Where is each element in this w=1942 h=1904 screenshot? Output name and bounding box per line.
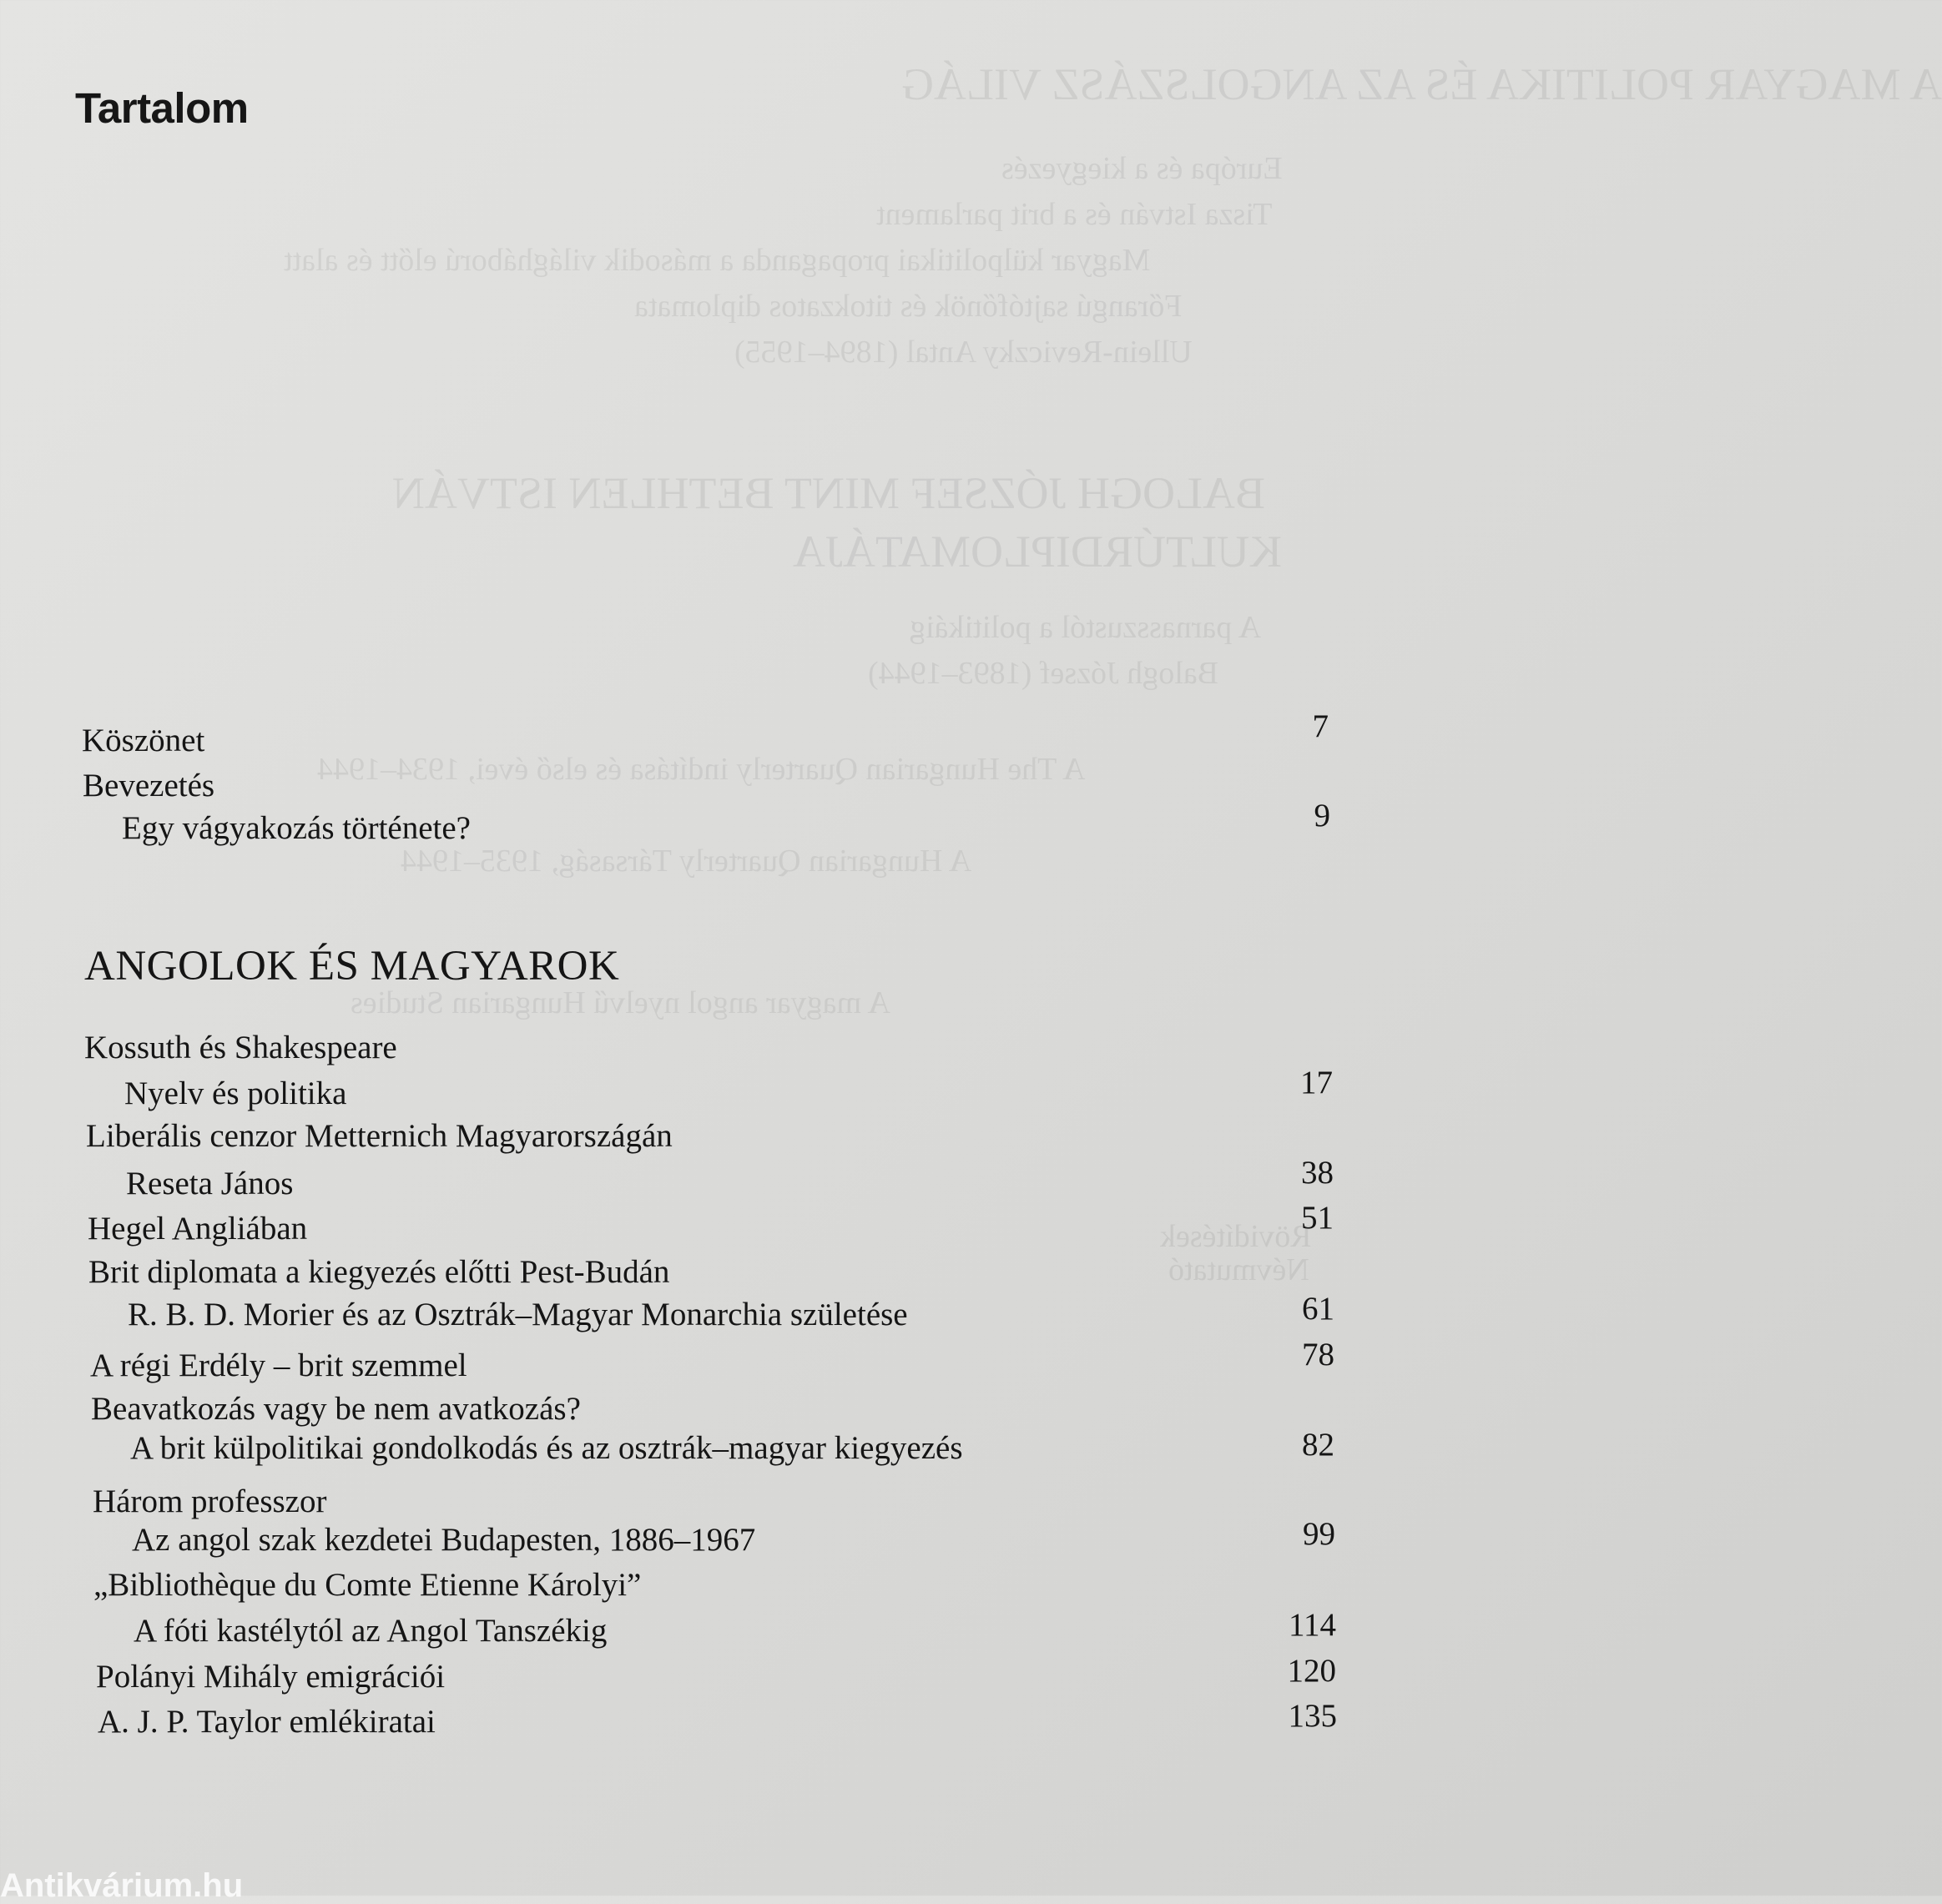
show-through-text: A parnasszustól a politikáig — [910, 610, 1262, 645]
show-through-text: Európa és a kiegyezés — [1001, 151, 1283, 186]
toc-entry-page: 38 — [1301, 1155, 1334, 1191]
show-through-text: A magyar angol nyelvű Hungarian Studies — [351, 985, 890, 1020]
toc-entry-title: Polányi Mihály emigrációi — [96, 1659, 446, 1695]
section-title: ANGOLOK ÉS MAGYAROK — [84, 943, 620, 990]
toc-entry-page: 17 — [1300, 1065, 1333, 1101]
toc-entry-page: 61 — [1302, 1291, 1334, 1327]
toc-entry-title: Beavatkozás vagy be nem avatkozás? — [91, 1391, 581, 1427]
toc-entry-page: 99 — [1303, 1516, 1335, 1552]
toc-entry-subtitle: R. B. D. Morier és az Osztrák–Magyar Monarchia születése — [128, 1297, 908, 1332]
show-through-text: Balogh József (1893–1944) — [868, 656, 1219, 691]
toc-entry-subtitle: Egy vágyakozás története? — [122, 810, 471, 846]
toc-entry-page: 114 — [1288, 1607, 1336, 1643]
toc-entry-title: Kossuth és Shakespeare — [84, 1030, 397, 1065]
toc-entry-subtitle: A brit külpolitikai gondolkodás és az osztrák–magyar kiegyezés — [130, 1430, 963, 1466]
toc-entry-page: 9 — [1314, 798, 1330, 834]
toc-entry-title: Köszönet — [82, 723, 205, 758]
show-through-text: A Hungarian Quarterly Társaság, 1935–1944 — [401, 844, 972, 879]
toc-entry-title: A régi Erdély – brit szemmel — [90, 1347, 467, 1383]
toc-entry-subtitle: Az angol szak kezdetei Budapesten, 1886–1967 — [132, 1522, 756, 1558]
toc-entry-title: A. J. P. Taylor emlékiratai — [98, 1704, 436, 1740]
toc-entry-page: 7 — [1312, 708, 1329, 744]
watermark: Antikvárium.hu — [0, 1867, 244, 1904]
toc-entry-subtitle: Nyelv és politika — [124, 1075, 347, 1111]
show-through-text: KULTÚRDIPLOMATÁJA — [793, 526, 1283, 577]
toc-entry-title: Három professzor — [93, 1483, 327, 1519]
toc-entry-title: Liberális cenzor Metternich Magyarországán — [86, 1118, 673, 1154]
toc-entry-page: 120 — [1287, 1653, 1336, 1689]
show-through-text: BALOGH JÓZSEF MINT BETHLEN ISTVÁN — [392, 468, 1265, 518]
page-title: Tartalom — [75, 84, 249, 132]
show-through-text: Főrangú sajtófőnök és titokzatos diplomata — [634, 289, 1183, 324]
toc-entry-subtitle: Reseta János — [126, 1166, 294, 1201]
show-through-text: Rövidítések — [1160, 1219, 1312, 1254]
show-through-text: Tisza István és a brit parlament — [876, 197, 1273, 232]
toc-entry-title: „Bibliothèque du Comte Etienne Károlyi” — [93, 1567, 642, 1603]
toc-entry-page: 82 — [1302, 1427, 1334, 1463]
toc-entry-page: 51 — [1301, 1200, 1334, 1236]
show-through-text: Magyar külpolitikai propaganda a második világháború előtt és alatt — [284, 243, 1151, 278]
show-through-text: Névmutató — [1168, 1252, 1309, 1287]
toc-entry-page: 78 — [1302, 1337, 1334, 1373]
show-through-text: Ullein-Reviczky Antal (1894–1955) — [734, 335, 1193, 370]
toc-entry-title: Bevezetés — [83, 768, 215, 803]
toc-entry-subtitle: A fóti kastélytól az Angol Tanszékig — [134, 1613, 608, 1649]
toc-entry-page: 135 — [1288, 1698, 1337, 1734]
show-through-text: A MAGYAR POLITIKA ÉS AZ ANGOLSZÁSZ VILÁG — [901, 59, 1942, 109]
toc-entry-title: Brit diplomata a kiegyezés előtti Pest-Budán — [88, 1254, 670, 1290]
toc-entry-title: Hegel Angliában — [88, 1211, 308, 1247]
show-through-text: A The Hungarian Quarterly indítása és első évei, 1934–1944 — [317, 752, 1086, 787]
